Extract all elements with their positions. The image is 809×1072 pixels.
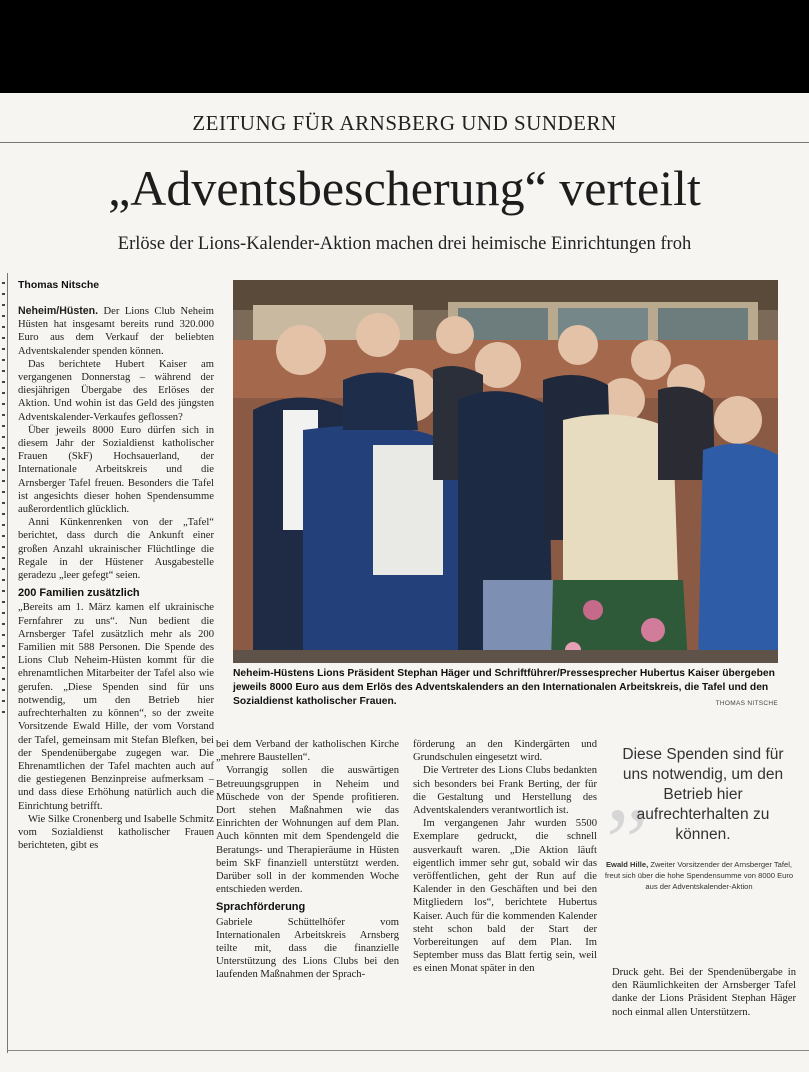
pull-quote-text: Diese Spenden sind für uns notwendig, um den Betrieb hier aufrechterhalten zu können. [622,746,784,843]
paragraph: Wie Silke Cronenberg und Isabelle Schmitz vom Sozialdienst katholischer Frauen berichteten, gibt es [18,813,214,852]
pull-quote-role: Zweiter Vorsitzender der Arnsberger Tafel, freut sich über die hohe Spendensumme von 8000 Euro aus der Adventskalender-Aktion [604,860,794,891]
paragraph: Im vergangenen Jahr wurden 5500 Exemplare gedruckt, die schnell ausverkauft waren. „Die Aktion läuft eigentlich immer sehr gut, sobald wir das veröffentlichen, geht der Run auf die Kalender in den Geschäften und bei den Mitgliedern los“, berichtete Hubertus Kaiser. Auch für die kommenden Kalender steht schon bald der Start der Vorbereitungen auf dem Plan. Im September muss das Blatt fertig sein, weil es einen Monat später in den [413,818,597,975]
paragraph: Gabriele Schüttelhöfer vom Internationalen Arbeitskreis Arnsberg teilte mit, dass die finanzielle Unterstützung des Lions Clubs bei den laufenden Maßnahmen der Sprach- [216,916,399,981]
group-photo-illustration [233,280,778,663]
adjacent-column-edge [0,273,8,1053]
paragraph: Das berichtete Hubert Kaiser am vergangenen Donnerstag – während der diesjährigen Übergabe des Erlöses der Aktion. Und wohin ist das Geld des jüngsten Adventskalender-Verkaufes geflossen? [18,358,214,423]
paragraph: Über jeweils 8000 Euro dürfen sich in diesem Jahr der Sozialdienst katholischer Frauen (SkF) Hochsauerland, der Internationale Arbeitskreis und die Arnsberger Tafel freuen. Besonders die Tafel ist angesichts dieser hohen Spendensumme außerordentlich glücklich. [18,424,214,516]
article-column-1 [18,305,214,852]
quote-mark-icon: „ [606,735,649,841]
article-column-2 [216,738,399,982]
paragraph: Anni Künkenrenken von der „Tafel“ berichtet, dass durch die Ankunft einer großen Anzahl ukrainischer Flüchtlinge die Regale in der Hüstener Ausgabestelle geradezu „leer gefegt“ seien. [18,517,214,582]
section-heading: Sprachförderung [216,901,306,914]
masthead-rule [0,142,809,143]
bottom-rule [8,1050,809,1051]
pull-quote-attribution [604,859,794,892]
dateline: Neheim/Hüsten. [18,305,99,317]
paragraph: Vorrangig sollen die auswärtigen Betreuungsgruppen in Neheim und Müschede von der Spende profitieren. Dort stehen Maßnahmen wie das Einrichten der Wohnungen auf dem Plan. Auch könnten mit dem Spendengeld die Beratungs- und Therapieräume in Hüsten beim SkF finanziell unterstützt werden. Darüber soll in der kommenden Woche entschieden werden. [216,765,399,896]
paragraph: Druck geht. Bei der Spendenübergabe in den Räumlichkeiten der Arnsberger Tafel danke der Lions Präsident Stephan Häger noch einmal allen Unterstützern. [612,967,796,1018]
pull-quote-name: Ewald Hille, [605,860,649,869]
paragraph-text: Der Lions Club Neheim Hüsten hat insgesamt bereits rund 320.000 Euro aus dem Verkauf der beliebten Adventskalender spenden können. [18,306,214,357]
article-column-4 [612,966,796,1019]
photo-caption: Neheim-Hüstens Lions Präsident Stephan Häger und Schriftführer/Pressesprecher Hubertus Kaiser übergeben jeweils 8000 Euro aus dem Erlös des Adventskalenders an den Internationalen Arbeitskreis, die Tafel und den Sozialdienst katholischer Frauen. [233,668,775,707]
photo-credit: THOMAS NITSCHE [715,700,778,707]
headline: „Adventsbescherung“ verteilt [108,160,701,216]
pull-quote [604,735,794,892]
article-column-3 [413,738,597,976]
subheadline: Erlöse der Lions-Kalender-Aktion machen drei heimische Einrichtungen froh [117,234,692,254]
paragraph: bei dem Verband der katholischen Kirche „mehrere Baustellen“. [216,739,399,764]
masthead: ZEITUNG FÜR ARNSBERG UND SUNDERN [192,111,617,135]
lead-paragraph [18,305,214,358]
paragraph: Die Vertreter des Lions Clubs bedankten sich besonders bei Frank Berting, der für die Gestaltung und Herstellung des Adventskalenders verantwortlich ist. [413,765,597,817]
newspaper-page [0,93,809,1072]
author-byline: Thomas Nitsche [18,279,100,291]
group-photo [233,280,778,663]
paragraph: „Bereits am 1. März kamen elf ukrainische Fernfahrer zu uns“. Nun bedient die Arnsberger Tafel zusätzlich mehr als 200 Familien mit 588 Personen. Die Spende des Lions Club Neheim-Hüsten kommt für die ehrenamtlichen Mitarbeiter der Tafel also wie gerufen. „Diese Spenden sind für uns notwendig, um den Betrieb hier aufrechterhalten zu können“, so der zweite Vorsitzende Ewald Hille, der vom Vorstand der Tafel, gemeinsam mit Stefan Blefken, bei der Spendenübergabe zugegen war. Die Ehrenamtlichen der Tafel machten auch auf die gestiegenen Benzinpreise aufmerksam – und dass diese Erhöhung natürlich auch die Einrichtung betrifft. [18,602,214,812]
section-heading: 200 Familien zusätzlich [18,587,140,600]
paragraph: förderung an den Kindergärten und Grundschulen eingesetzt wird. [413,739,597,764]
